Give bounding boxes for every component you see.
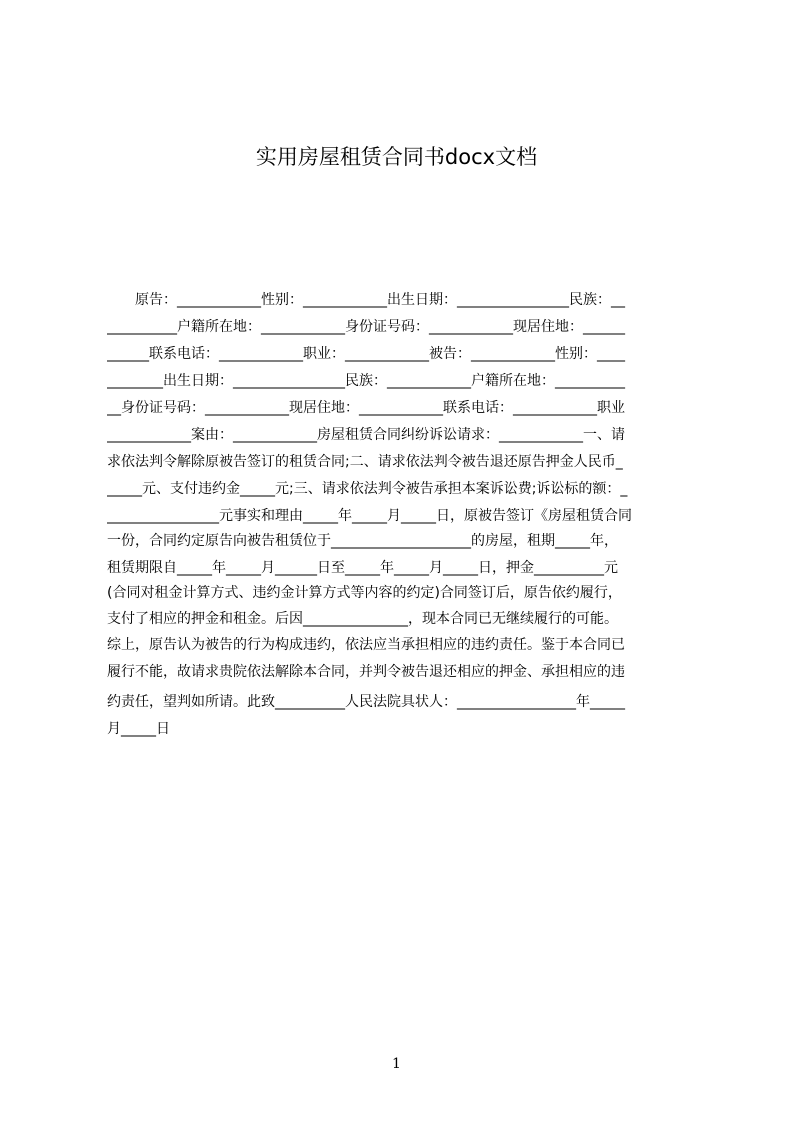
body-line: 约责任，望判如所请。此致__________人民法院具状人：_________________年_____ xyxy=(107,694,625,710)
body-line: 月_____日 xyxy=(107,721,170,737)
body-line: 一份，合同约定原告向被告租赁位于____________________的房屋，租期_____年， xyxy=(107,533,618,549)
body-line: ____________案由：____________房屋租赁合同纠纷诉讼请求：____________一、请 xyxy=(107,427,625,443)
body-line: ________出生日期：________________民族：____________户籍所在地：__________ xyxy=(107,373,625,389)
body-line: (合同对租金计算方式、违约金计算方式等内容的约定)合同签订后，原告依约履行， xyxy=(107,585,622,601)
body-line: 履行不能，故请求贵院依法解除本合同，并判令被告退还相应的押金、承担相应的违 xyxy=(107,664,625,680)
body-line: __________户籍所在地：____________身份证号码：____________现居住地：______ xyxy=(107,319,625,335)
body-line: 综上，原告认为被告的行为构成违约，依法应当承担相应的违约责任。鉴于本合同已 xyxy=(107,637,625,653)
body-line: ________________元事实和理由_____年_____月_____日，原被告签订《房屋租赁合同 xyxy=(107,508,632,524)
body-line: ______联系电话：____________职业：____________被告：____________性别：____ xyxy=(107,346,625,362)
body-line: _____元、支付违约金_____元;三、请求依法判令被告承担本案诉讼费;诉讼标的额：_ xyxy=(107,481,628,497)
document-title: 实用房屋租赁合同书docx文档 xyxy=(255,145,538,169)
body-line: 支付了相应的押金和租金。后因_______________，现本合同已无继续履行的可能。 xyxy=(107,611,618,627)
body-line: 租赁期限自_____年_____月______日至_____年_____月_____日，押金__________元 xyxy=(107,560,618,576)
page-number: 1 xyxy=(392,1056,401,1072)
body-line: 原告：____________性别：____________出生日期：________________民族：__ xyxy=(107,292,625,308)
body-line: 求依法判令解除原被告签订的租赁合同;二、请求依法判令被告退还原告押金人民币_ xyxy=(107,454,623,470)
body-line: __身份证号码：____________现居住地：____________联系电话：____________职业 xyxy=(107,400,625,416)
